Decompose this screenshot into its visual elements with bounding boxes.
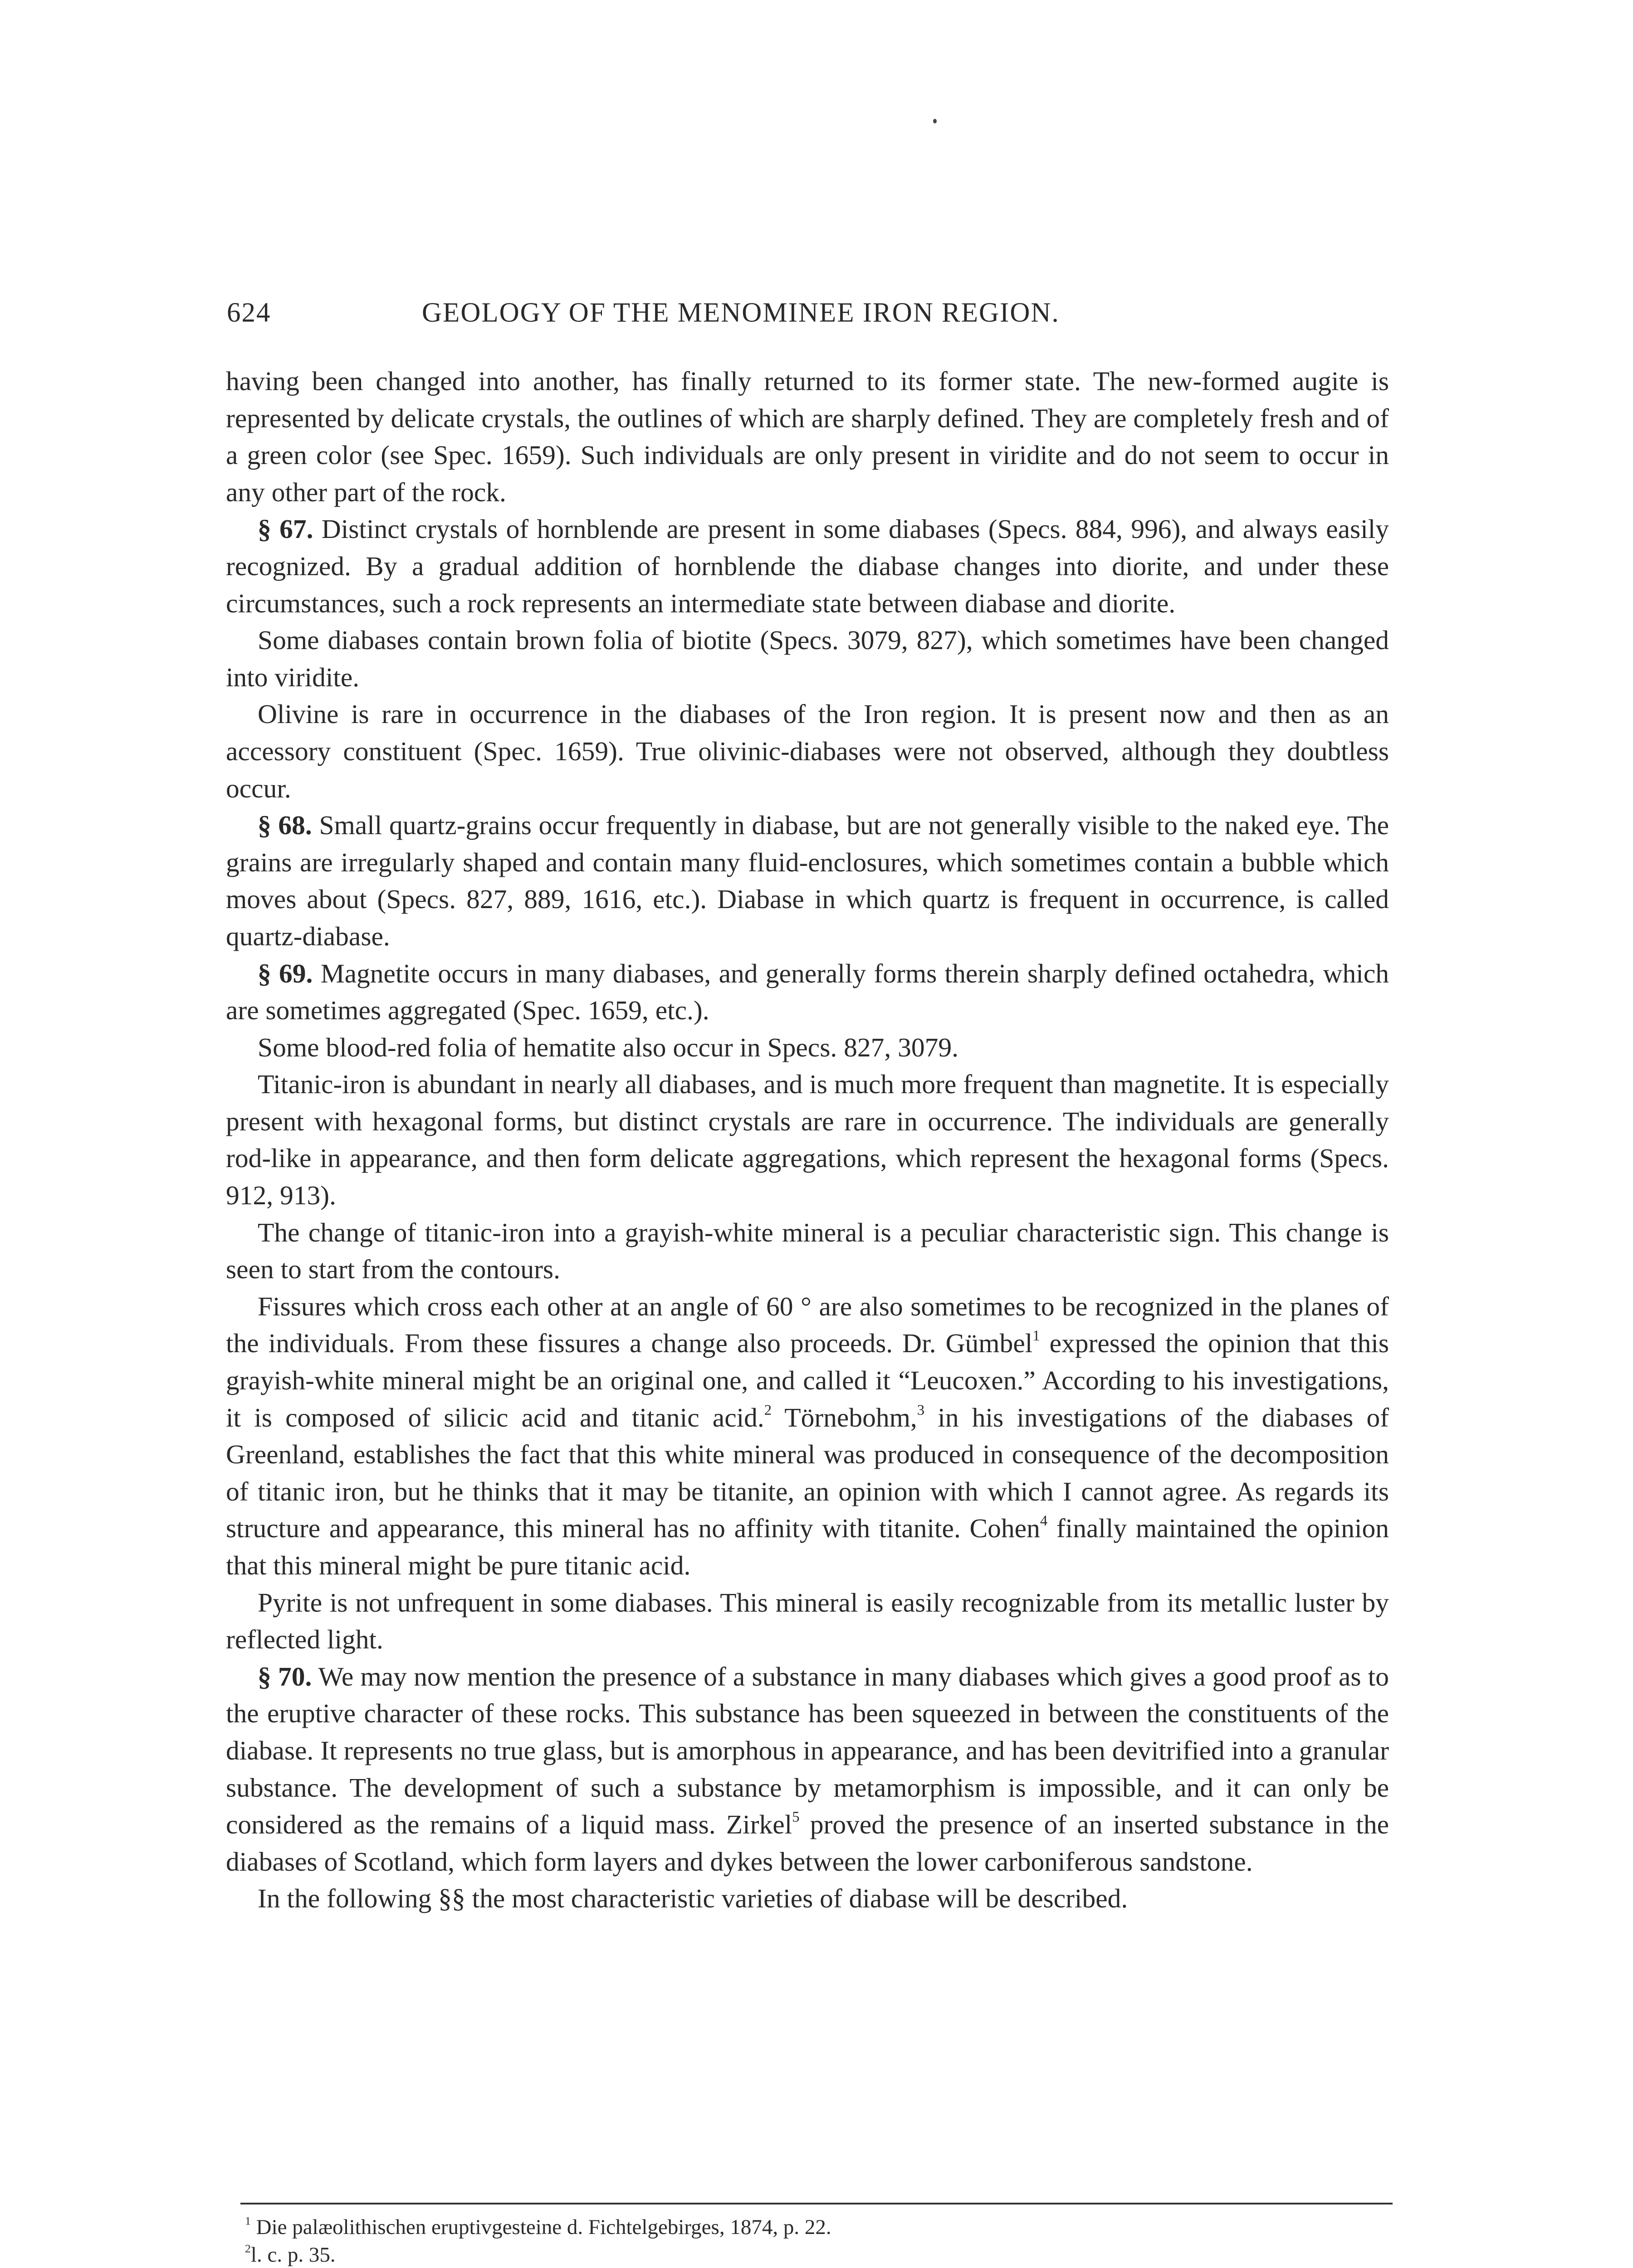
paragraph: [226, 1066, 1389, 1214]
paragraph: [226, 511, 1389, 622]
paragraph: [226, 363, 1389, 511]
paragraph-text: In the following §§ the most characteristic varieties of diabase will be described.: [258, 1883, 1128, 1914]
paragraph-text: Magnetite occurs in many diabases, and generally forms therein sharply defined octahedra, which are sometimes aggregated (Spec. 1659, etc.).: [226, 958, 1389, 1026]
footnote: [245, 2214, 1388, 2241]
paragraph-text: having been changed into another, has finally returned to its former state. The new-formed augite is represented by delicate crystals, the outlines of which are sharply defined. They are completely fresh and of a green color (see Spec. 1659). Such individuals are only present in viridite and do not seem to occur in any other part of the rock.: [226, 366, 1389, 507]
body-text: [226, 363, 1389, 1917]
paragraph-text: Pyrite is not unfrequent in some diabases. This mineral is easily recognizable from its metallic luster by reflected light.: [226, 1587, 1389, 1655]
paragraph: [226, 1584, 1389, 1658]
paragraph-text: in his investigations of the diabases of Greenland, establishes the fact that this white mineral was produced in consequence of the decomposition of titanic iron, but he thinks that it may be titanite, an opinion with which I cannot agree. As regards its structure and appearance, this mineral has no affinity with titanite. Cohen: [226, 1402, 1389, 1544]
footnote-text: l. c. p. 35.: [250, 2243, 336, 2267]
section-number: § 68.: [258, 810, 312, 841]
footnote-mark: 1: [245, 2214, 251, 2228]
section-number: § 67.: [258, 514, 313, 544]
footnote-text: Die palæolithischen eruptivgesteine d. Fichtelgebirges, 1874, p. 22.: [256, 2215, 831, 2239]
paragraph: [226, 1214, 1389, 1288]
page-number: 624: [227, 298, 271, 328]
footnote: [245, 2241, 1388, 2268]
paragraph-text: Titanic-iron is abundant in nearly all diabases, and is much more frequent than magnetite. It is especially present with hexagonal forms, but distinct crystals are rare in occurrence. The individuals are generally rod-like in appearance, and then form delicate aggregations, which represent the hexagonal forms (Specs. 912, 913).: [226, 1069, 1389, 1211]
paragraph-text: proved the presence of an inserted substance in the diabases of Scotland, which form layers and dykes between the lower carboniferous sandstone.: [226, 1809, 1389, 1877]
footnote-divider: [240, 2203, 1393, 2204]
paragraph-text: finally maintained the opinion that this mineral might be pure titanic acid.: [226, 1513, 1389, 1580]
footnote-ref[interactable]: 2: [764, 1402, 772, 1418]
paragraph: [226, 1288, 1389, 1584]
paragraph-text: Small quartz-grains occur frequently in diabase, but are not generally visible to the naked eye. The grains are irregularly shaped and contain many fluid-enclosures, which sometimes contain a bubble which moves about (Specs. 827, 889, 1616, etc.). Diabase in which quartz is frequent in occurrence, is called quartz-diabase.: [226, 810, 1389, 951]
paragraph: [226, 955, 1389, 1029]
printing-speck: [933, 119, 937, 123]
page-title: GEOLOGY OF THE MENOMINEE IRON REGION.: [422, 298, 1060, 328]
paragraph-text: Törnebohm,: [772, 1402, 917, 1432]
section-number: § 70.: [258, 1661, 312, 1691]
footnote-mark: 2: [245, 2241, 251, 2255]
paragraph-text: expressed the opinion that this grayish-white mineral might be an original one, and called it “Leucoxen.” According to his investigations, it is composed of silicic acid and titanic acid.: [226, 1328, 1389, 1432]
paragraph-text: Fissures which cross each other at an angle of 60 ° are also sometimes to be recognized in the planes of the individuals. From these fissures a change also proceeds. Dr. Gümbel: [226, 1291, 1389, 1359]
paragraph-text: We may now mention the presence of a substance in many diabases which gives a good proof as to the eruptive character of these rocks. This substance has been squeezed in between the constituents of the diabase. It represents no true glass, but is amorphous in appearance, and has been devitrified into a granular substance. The development of such a substance by metamorphism is impossible, and it can only be considered as the remains of a liquid mass. Zirkel: [226, 1661, 1389, 1840]
paragraph: [226, 622, 1389, 696]
footnote-ref[interactable]: 5: [792, 1809, 800, 1825]
paragraph: [226, 1880, 1389, 1917]
section-number: § 69.: [258, 958, 313, 988]
footnote-ref[interactable]: 3: [917, 1402, 925, 1418]
paragraph-text: The change of titanic-iron into a grayish-white mineral is a peculiar characteristic sign. This change is seen to start from the contours.: [226, 1217, 1389, 1285]
paragraph-text: Olivine is rare in occurrence in the diabases of the Iron region. It is present now and then as an accessory constituent (Spec. 1659). True olivinic-diabases were not observed, although they doubtless occur.: [226, 699, 1389, 803]
paragraph: [226, 807, 1389, 955]
paragraph-text: Some blood-red folia of hematite also occur in Specs. 827, 3079.: [258, 1032, 958, 1062]
paragraph: [226, 696, 1389, 807]
footnote-ref[interactable]: 1: [1032, 1328, 1040, 1344]
paragraph-text: Distinct crystals of hornblende are present in some diabases (Specs. 884, 996), and always easily recognized. By a gradual addition of hornblende the diabase changes into diorite, and under these circumstances, such a rock represents an intermediate state between diabase and diorite.: [226, 514, 1389, 618]
running-head: [227, 293, 1388, 333]
footnotes: [245, 2214, 1388, 2268]
paragraph: [226, 1658, 1389, 1881]
paragraph: [226, 1029, 1389, 1066]
footnote-ref[interactable]: 4: [1040, 1513, 1048, 1530]
paragraph-text: Some diabases contain brown folia of biotite (Specs. 3079, 827), which sometimes have been changed into viridite.: [226, 625, 1389, 692]
